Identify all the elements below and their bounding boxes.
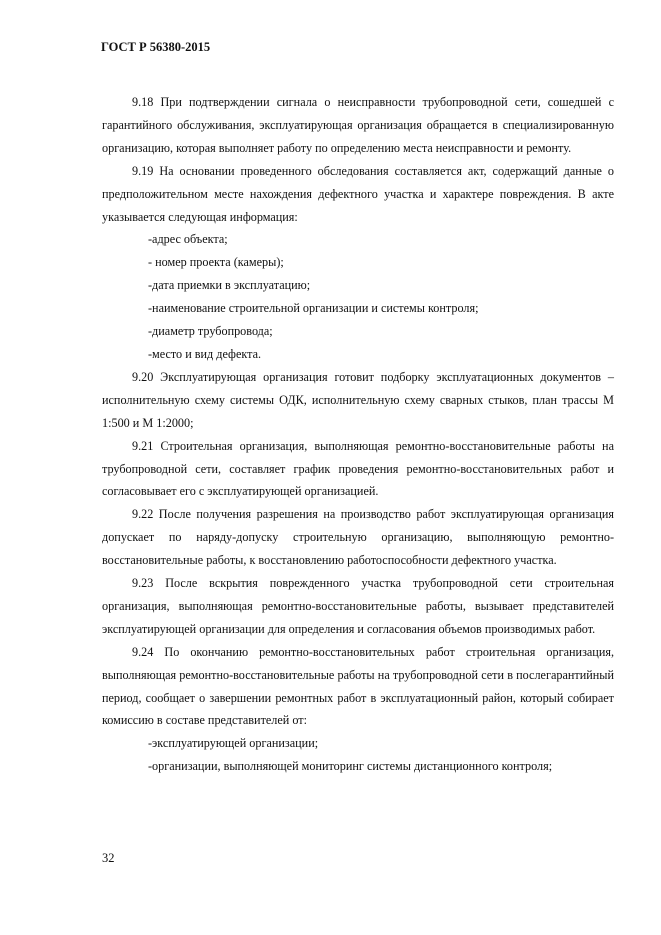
- list-item: -адрес объекта;: [148, 232, 228, 247]
- list-item: -наименование строительной организации и системы контроля;: [148, 301, 479, 316]
- paragraph-9-18: 9.18 При подтверждении сигнала о неисправности трубопроводной сети, сошедшей с гарантийного обслуживания, эксплуатирующая организация обращается в специализированную организацию, которая выполняет работу по определению места неисправности и ремонту.: [102, 95, 614, 155]
- list-item: -дата приемки в эксплуатацию;: [148, 278, 311, 293]
- standard-header: ГОСТ Р 56380-2015: [101, 40, 211, 54]
- paragraph-9-23: 9.23 После вскрытия поврежденного участка трубопроводной сети строительная организация, выполняющая ремонтно-восстановительные работы, вызывает представителей эксплуатирующей организации для определения и согласования объемов производимых работ.: [102, 576, 614, 636]
- list-item: - номер проекта (камеры);: [148, 255, 284, 270]
- document-body: [102, 91, 614, 778]
- paragraph-9-19: 9.19 На основании проведенного обследования составляется акт, содержащий данные о предположительном месте нахождения дефектного участка и характере повреждения. В акте указывается следующая информация:: [102, 163, 614, 224]
- list-item: -эксплуатирующей организации;: [148, 736, 319, 751]
- list-item: -организации, выполняющей мониторинг системы дистанционного контроля;: [148, 759, 553, 774]
- paragraph-9-22: 9.22 После получения разрешения на производство работ эксплуатирующая организация допускает по наряду-допуску строительную организацию, выполняющую ремонтно-восстановительные работы, к восстановлению работоспособности дефектного участка.: [102, 507, 614, 568]
- paragraph-9-24: 9.24 По окончанию ремонтно-восстановительных работ строительная организация, выполняющая ремонтно-восстановительные работы на трубопроводной сети в послегарантийный период, сообщает о завершении ремонтных работ в эксплуатационный район, который собирает комиссию в составе представителей от:: [102, 644, 614, 728]
- paragraph-9-20: 9.20 Эксплуатирующая организация готовит подборку эксплуатационных документов – исполнительную схему системы ОДК, исполнительную схему сварных стыков, план трассы М 1:500 и М 1:2000;: [102, 369, 614, 430]
- paragraph-9-21: 9.21 Строительная организация, выполняющая ремонтно-восстановительные работы на трубопроводной сети, составляет график проведения ремонтно-восстановительных работ и согласовывает его с эксплуатирующей организацией.: [102, 438, 614, 499]
- list-item: -место и вид дефекта.: [148, 346, 262, 361]
- page-number: 32: [102, 851, 115, 865]
- list-item: -диаметр трубопровода;: [148, 324, 273, 339]
